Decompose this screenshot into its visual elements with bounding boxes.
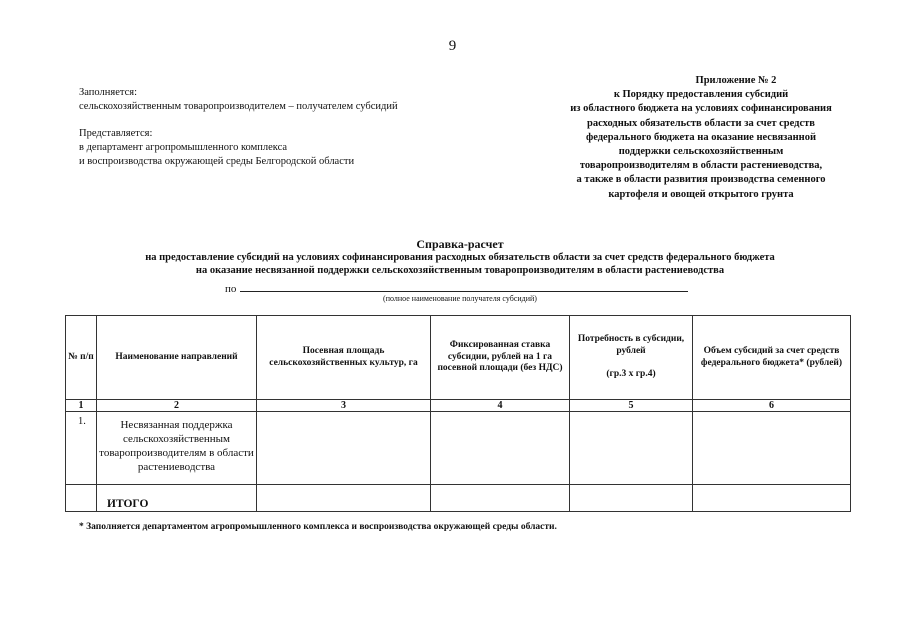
row-number: 1. (66, 412, 97, 485)
total-need-cell[interactable] (570, 485, 693, 512)
row-rate-cell[interactable] (431, 412, 570, 485)
appendix-line-4: расходных обязательств области за счет средств (587, 117, 815, 129)
appendix-block (540, 74, 862, 202)
title-line-2: на предоставление субсидий на условиях софинансирования расходных обязательств области за счет средств федерального бюджета (145, 252, 775, 263)
total-number-cell (66, 485, 97, 512)
fill-info-block (79, 86, 398, 169)
total-rate-cell[interactable] (431, 485, 570, 512)
table-header-row (66, 316, 851, 400)
header-need-formula: (гр.3 x гр.4) (606, 369, 656, 380)
column-number: 1 (66, 400, 97, 412)
column-number: 6 (693, 400, 851, 412)
title-line-3: на оказание несвязанной поддержки сельскохозяйственным товаропроизводителям в области растениеводства (195, 265, 725, 276)
header-area: Посевная площадь сельскохозяйственных культур, га (257, 316, 431, 400)
appendix-line-9: картофеля и овощей открытого грунта (608, 188, 794, 200)
total-volume-cell[interactable] (693, 485, 851, 512)
total-area-cell[interactable] (257, 485, 431, 512)
table-row (66, 412, 851, 485)
title-line-1: Справка-расчет (416, 237, 504, 251)
row-volume-cell[interactable] (693, 412, 851, 485)
filled-label: Заполняется: (79, 87, 137, 98)
appendix-line-2: к Порядку предоставления субсидий (613, 89, 789, 101)
column-number-row (66, 400, 851, 412)
recipient-name-field[interactable] (240, 281, 688, 292)
appendix-line-1: Приложение № 2 (695, 75, 777, 86)
filled-by-text: сельскохозяйственным товаропроизводителем – получателем субсидий (79, 101, 398, 112)
appendix-line-7: товаропроизводителям в области растениеводства, (579, 160, 823, 172)
column-number: 5 (570, 400, 693, 412)
row-direction: Несвязанная поддержка сельскохозяйственным товаропроизводителям в области растениеводства (97, 412, 257, 485)
total-label: ИТОГО (97, 485, 257, 512)
subsidy-table (65, 315, 851, 512)
header-rate: Фиксированная ставка субсидии, рублей на 1 га посевной площади (без НДС) (431, 316, 570, 400)
row-area-cell[interactable] (257, 412, 431, 485)
header-number: № п/п (66, 316, 97, 400)
column-number: 4 (431, 400, 570, 412)
header-need (570, 316, 693, 400)
page-number: 9 (448, 38, 457, 54)
submitted-label: Представляется: (79, 128, 153, 139)
footnote: * Заполняется департаментом агропромышленного комплекса и воспроизводства окружающей среды области. (79, 522, 557, 532)
column-number: 3 (257, 400, 431, 412)
document-title (60, 237, 860, 277)
recipient-caption: (полное наименование получателя субсидий) (383, 294, 537, 303)
header-need-text: Потребность в субсидии, рублей (577, 334, 685, 356)
row-need-cell[interactable] (570, 412, 693, 485)
column-number: 2 (97, 400, 257, 412)
appendix-line-3: из областного бюджета на условиях софинансирования (570, 103, 832, 115)
appendix-line-6: поддержки сельскохозяйственным (618, 146, 784, 158)
submitted-to-line-1: в департамент агропромышленного комплекса (79, 142, 288, 153)
recipient-line (225, 281, 688, 295)
recipient-prefix: по (225, 283, 237, 295)
total-row (66, 485, 851, 512)
header-volume: Объем субсидий за счет средств федерального бюджета* (рублей) (693, 316, 851, 400)
header-direction: Наименование направлений (97, 316, 257, 400)
appendix-line-5: федерального бюджета на оказание несвязанной (585, 131, 817, 143)
appendix-line-8: а также в области развития производства семенного (576, 174, 826, 186)
submitted-to-line-2: и воспроизводства окружающей среды Белгородской области (79, 156, 355, 167)
